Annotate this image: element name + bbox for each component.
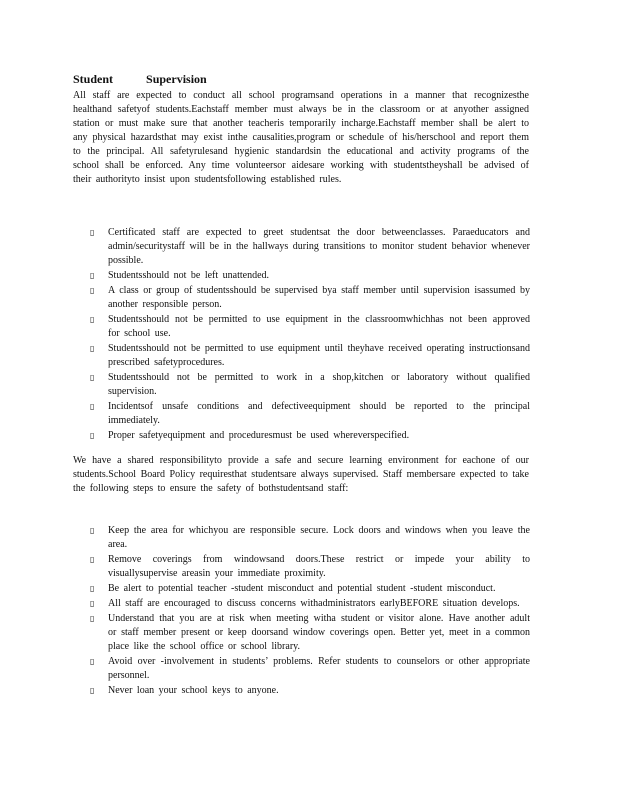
list-item [90, 684, 530, 698]
list-item-text: Studentsshould not be permitted to work in a shop,kitchen or laboratory without qualified supervision. [108, 372, 530, 397]
list-item-text: Understand that you are at risk when meeting witha student or visitor alone. Have another adult or staff member present or keep doorsand window coverings open. Better yet, meet in a common place like the school office or school library. [108, 613, 530, 652]
list-item-text: Studentsshould not be left unattended. [108, 270, 270, 281]
list-item-text: A class or group of studentsshould be supervised bya staff member until supervision isassumed by another responsible person. [108, 285, 530, 310]
list-item [90, 400, 530, 428]
bullet-icon: ▯ [90, 373, 95, 382]
list-item-text: Be alert to potential teacher -student misconduct and potential student -student misconduct. [108, 583, 496, 594]
list-item [90, 342, 530, 370]
list-item-text: Never loan your school keys to anyone. [108, 685, 279, 696]
list-item-text: Keep the area for whichyou are responsible secure. Lock doors and windows when you leave the area. [108, 525, 530, 550]
list-item-text: Proper safetyequipment and proceduresmust be used whereverspecified. [108, 430, 410, 441]
list-item-text: Studentsshould not be permitted to use equipment until theyhave received operating instructionsand prescribed safetyprocedures. [108, 343, 530, 368]
bullet-icon: ▯ [90, 526, 95, 535]
shared-responsibility-paragraph: We have a shared responsibilityto provide a safe and secure learning environment for eachone of our students.School Board Policy requiresthat studentsare always supervised. Staff membersare expected to take the following steps to ensure the safety of bothstudentsand staff: [73, 455, 529, 494]
bullet-icon: ▯ [90, 286, 95, 295]
bullet-icon: ▯ [90, 614, 95, 623]
bullet-icon: ▯ [90, 315, 95, 324]
bullet-icon: ▯ [90, 555, 95, 564]
list-item [90, 582, 530, 596]
list-item [90, 429, 530, 443]
list-item [90, 284, 530, 312]
list-item [90, 226, 530, 268]
bullet-icon: ▯ [90, 599, 95, 608]
bullet-icon: ▯ [90, 431, 95, 440]
page-title: Student Supervision [73, 72, 207, 86]
list-item-text: Incidentsof unsafe conditions and defectiveequipment should be reported to the principal immediately. [108, 401, 530, 426]
bullet-icon: ▯ [90, 584, 95, 593]
list-item [90, 553, 530, 581]
bullet-icon: ▯ [90, 657, 95, 666]
list-item-text: All staff are encouraged to discuss concerns withadministrators earlyBEFORE situation develops. [108, 598, 520, 609]
intro-paragraph: All staff are expected to conduct all school programsand operations in a manner that recognizesthe healthand safetyof students.Eachstaff member must always be in the classroom or at anyother assigned station or must make sure that another teacheris temporarily incharge.Eachstaff member shall be alert to any physical hazardsthat may exist inthe causalities,program or schedule of his/herschool and report them to the principal. All safetyrulesand hygienic standardsin the educational and activity programs of the school shall be enforced. Any time volunteersor aidesare working with studentstheyshall be advised of their authorityto insist upon studentsfollowing established rules. [73, 90, 529, 185]
list-item [90, 597, 530, 611]
staff-steps-list [90, 524, 530, 699]
bullet-icon: ▯ [90, 686, 95, 695]
safety-rules-list [90, 226, 530, 444]
list-item-text: Studentsshould not be permitted to use equipment in the classroomwhichhas not been approved for school use. [108, 314, 530, 339]
list-item [90, 371, 530, 399]
list-item [90, 524, 530, 552]
bullet-icon: ▯ [90, 344, 95, 353]
list-item [90, 269, 530, 283]
list-item-text: Certificated staff are expected to greet studentsat the door betweenclasses. Paraeducators and admin/securitystaff will be in the hallways during transitions to monitor student behavior whenever possible. [108, 227, 530, 266]
bullet-icon: ▯ [90, 271, 95, 280]
list-item-text: Remove coverings from windowsand doors.These restrict or impede your ability to visuallysupervise areasin your immediate proximity. [108, 554, 530, 579]
list-item [90, 313, 530, 341]
list-item [90, 655, 530, 683]
bullet-icon: ▯ [90, 228, 95, 237]
list-item-text: Avoid over -involvement in students’ problems. Refer students to counselors or other appropriate personnel. [108, 656, 530, 681]
bullet-icon: ▯ [90, 402, 95, 411]
list-item [90, 612, 530, 654]
